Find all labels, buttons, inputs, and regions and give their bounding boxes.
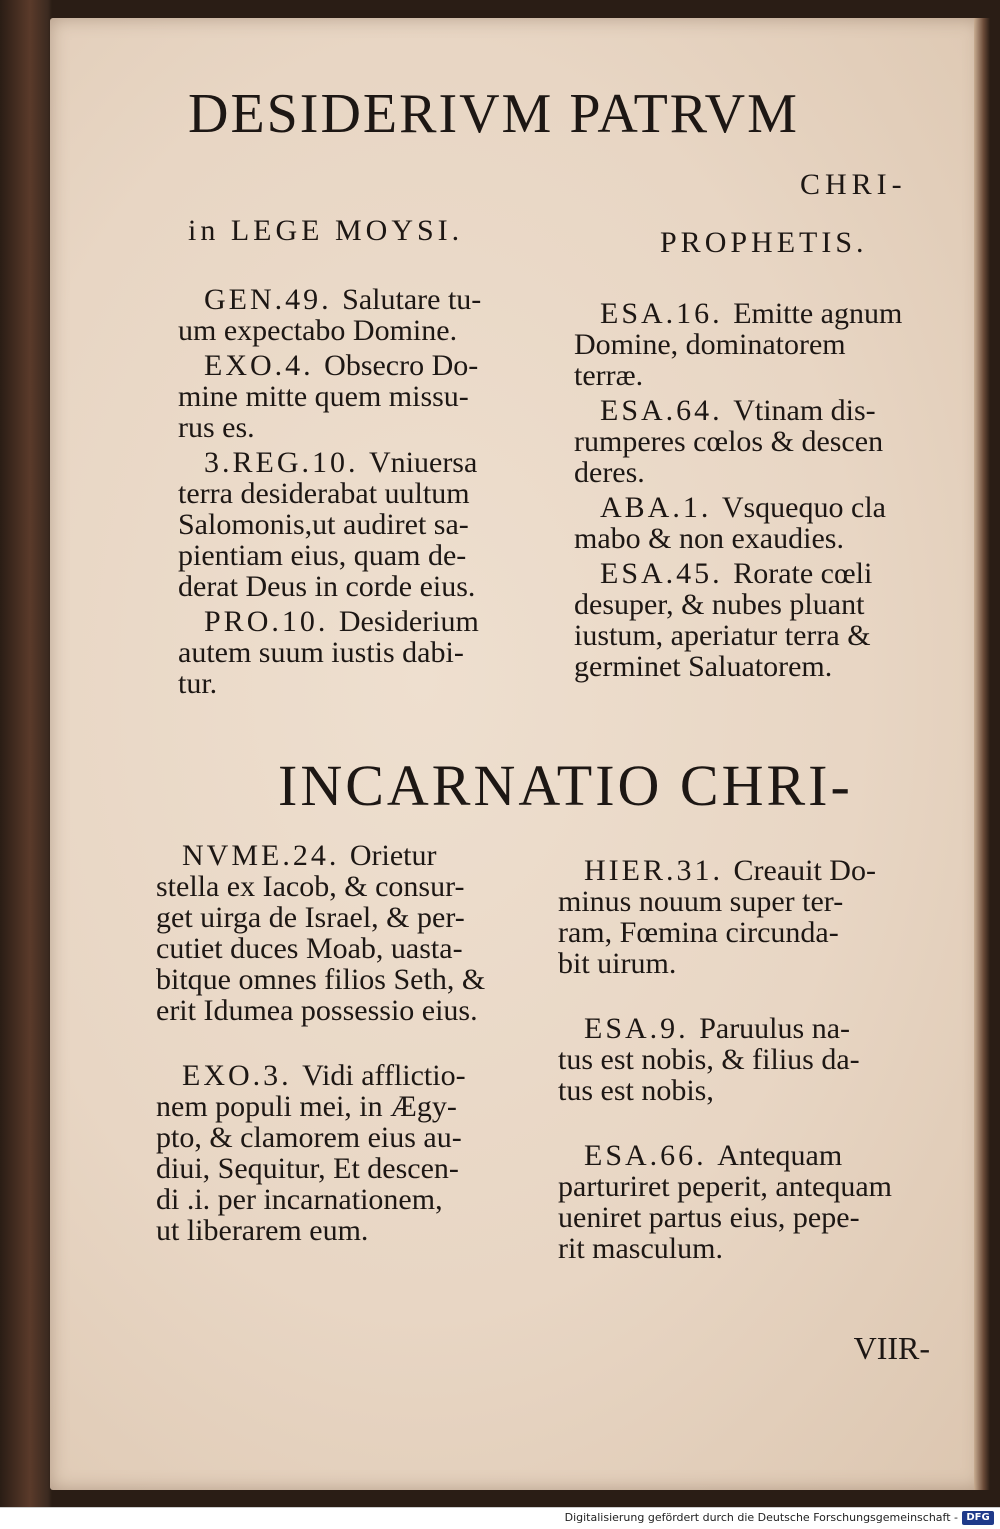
entry-first-line (156, 840, 536, 871)
entry-text: Salomonis,ut audiret sa- (178, 508, 469, 541)
entry-text: tur. (178, 667, 218, 700)
entry-first-line (574, 395, 944, 426)
scripture-reference: HIER.31. (584, 854, 734, 887)
page-title: DESIDERIVM PATRVM (188, 83, 799, 145)
entry-text: Vniuersa (369, 446, 478, 479)
entry-text: iustum, aperiatur terra & (574, 619, 871, 652)
column-left-top (178, 284, 548, 703)
column-right-bottom (558, 855, 948, 1268)
entry-line (558, 917, 948, 948)
entry-line (558, 1075, 948, 1106)
entry-line (558, 1044, 948, 1075)
section-heading: INCARNATIO CHRI- (278, 753, 853, 818)
entry-text: Creauit Do- (733, 854, 876, 887)
scripture-reference: ESA.66. (584, 1139, 718, 1172)
entry-first-line (558, 1140, 948, 1171)
entry-line (574, 360, 944, 391)
entry-line (156, 902, 536, 933)
entry-text: get uirga de Israel, & per- (156, 901, 465, 934)
entry-line (574, 426, 944, 457)
entry-text: pto, & clamorem eius au- (156, 1121, 462, 1154)
scripture-entry (558, 1013, 948, 1106)
column-left-bottom (156, 840, 536, 1250)
entry-line (178, 509, 548, 540)
entry-line (178, 571, 548, 602)
entry-text: Vsquequo cla (721, 491, 886, 524)
column-right-top (574, 298, 944, 686)
scripture-reference: GEN.49. (204, 283, 343, 316)
entry-first-line (178, 350, 548, 381)
entry-text: mine mitte quem missu- (178, 380, 469, 413)
entry-line (574, 457, 944, 488)
entry-text: erit Idumea possessio eius. (156, 994, 478, 1027)
entry-text: tus est nobis, & filius da- (558, 1043, 860, 1076)
entry-first-line (558, 1013, 948, 1044)
footer-bar (0, 1507, 1000, 1529)
entry-text: diui, Sequitur, Et descen- (156, 1152, 459, 1185)
footer-credit: Digitalisierung gefördert durch die Deutsche Forschungsgemeinschaft - (564, 1511, 958, 1524)
entry-text: Rorate cœli (733, 557, 873, 590)
entry-text: cutiet duces Moab, uasta- (156, 932, 463, 965)
subheading-left: in LEGE MOYSI. (188, 214, 464, 247)
scripture-entry (574, 492, 944, 554)
entry-text: derat Deus in corde eius. (178, 570, 476, 603)
catchword: VIIR- (853, 1330, 930, 1366)
entry-line (558, 948, 948, 979)
entry-line (156, 1153, 536, 1184)
entry-text: rus es. (178, 411, 255, 444)
subheading-right: PROPHETIS. (660, 226, 868, 259)
entry-line (574, 589, 944, 620)
entry-line (178, 540, 548, 571)
entry-line (574, 329, 944, 360)
entry-text: nem populi mei, in Ægy- (156, 1090, 457, 1123)
entry-text: Domine, dominatorem (574, 328, 846, 361)
scripture-reference: EXO.4. (204, 349, 325, 382)
scripture-entry (156, 1060, 536, 1246)
scripture-reference: ABA.1. (600, 491, 722, 524)
entry-text: ram, Fœmina circunda- (558, 916, 839, 949)
entry-line (574, 620, 944, 651)
entry-first-line (156, 1060, 536, 1091)
entry-line (558, 1202, 948, 1233)
dfg-logo: DFG (962, 1511, 994, 1525)
scripture-reference: EXO.3. (182, 1059, 303, 1092)
entry-text: parturiret peperit, antequam (558, 1170, 893, 1203)
entry-text: rit masculum. (558, 1232, 723, 1265)
entry-text: Orietur (349, 839, 437, 872)
entry-text: ueniret partus eius, pepe- (558, 1201, 860, 1234)
entry-line (156, 964, 536, 995)
entry-line (156, 933, 536, 964)
entry-line (156, 1122, 536, 1153)
entry-line (178, 381, 548, 412)
scripture-entry (178, 350, 548, 443)
entry-text: Vidi afflictio- (302, 1059, 466, 1092)
entry-first-line (574, 492, 944, 523)
scripture-reference: NVME.24. (182, 839, 350, 872)
entry-line (558, 1171, 948, 1202)
scripture-reference: ESA.45. (600, 557, 734, 590)
entry-line (178, 315, 548, 346)
entry-text: germinet Saluatorem. (574, 650, 833, 683)
entry-line (178, 412, 548, 443)
entry-text: minus nouum super ter- (558, 885, 844, 918)
entry-text: mabo & non exaudies. (574, 522, 844, 555)
entry-text: Salutare tu- (342, 283, 482, 316)
entry-text: terræ. (574, 359, 644, 392)
entry-text: rumperes cœlos & descen (574, 425, 884, 458)
entry-text: terra desiderabat uultum (178, 477, 470, 510)
entry-line (156, 1184, 536, 1215)
scripture-reference: PRO.10. (204, 605, 339, 638)
paragraph-gap (156, 1030, 536, 1060)
entry-first-line (178, 606, 548, 637)
entry-first-line (574, 558, 944, 589)
entry-text: desuper, & nubes pluant (574, 588, 865, 621)
entry-text: autem suum iustis dabi- (178, 636, 464, 669)
entry-first-line (558, 855, 948, 886)
entry-line (178, 478, 548, 509)
paragraph-gap (558, 1110, 948, 1140)
scripture-reference: ESA.9. (584, 1012, 700, 1045)
entry-line (558, 886, 948, 917)
entry-text: bitque omnes filios Seth, & (156, 963, 486, 996)
entry-line (178, 637, 548, 668)
entry-line (156, 871, 536, 902)
entry-line (574, 523, 944, 554)
entry-text: stella ex Iacob, & consur- (156, 870, 465, 903)
entry-first-line (178, 447, 548, 478)
scripture-reference: ESA.16. (600, 297, 734, 330)
entry-text: di .i. per incarnationem, (156, 1183, 443, 1216)
entry-line (156, 1215, 536, 1246)
entry-first-line (574, 298, 944, 329)
scripture-entry (558, 1140, 948, 1264)
entry-text: Emitte agnum (733, 297, 903, 330)
scripture-entry (574, 298, 944, 391)
scripture-entry (178, 447, 548, 602)
scripture-entry (574, 395, 944, 488)
title-continuation: CHRI- (800, 168, 907, 201)
entry-text: tus est nobis, (558, 1074, 714, 1107)
entry-first-line (178, 284, 548, 315)
entry-text: Vtinam dis- (733, 394, 876, 427)
entry-text: deres. (574, 456, 645, 489)
paragraph-gap (558, 983, 948, 1013)
scripture-entry (574, 558, 944, 682)
scripture-reference: 3.REG.10. (204, 446, 369, 479)
entry-text: um expectabo Domine. (178, 314, 458, 347)
scripture-reference: ESA.64. (600, 394, 734, 427)
entry-text: Paruulus na- (699, 1012, 850, 1045)
entry-line (156, 1091, 536, 1122)
entry-text: Desiderium (338, 605, 479, 638)
scripture-entry (178, 606, 548, 699)
scripture-entry (156, 840, 536, 1026)
entry-text: pientiam eius, quam de- (178, 539, 467, 572)
entry-text: bit uirum. (558, 947, 677, 980)
entry-line (558, 1233, 948, 1264)
scripture-entry (178, 284, 548, 346)
scripture-entry (558, 855, 948, 979)
entry-text: Obsecro Do- (324, 349, 479, 382)
entry-line (156, 995, 536, 1026)
entry-text: Antequam (717, 1139, 843, 1172)
entry-line (574, 651, 944, 682)
entry-text: ut liberarem eum. (156, 1214, 369, 1247)
entry-line (178, 668, 548, 699)
